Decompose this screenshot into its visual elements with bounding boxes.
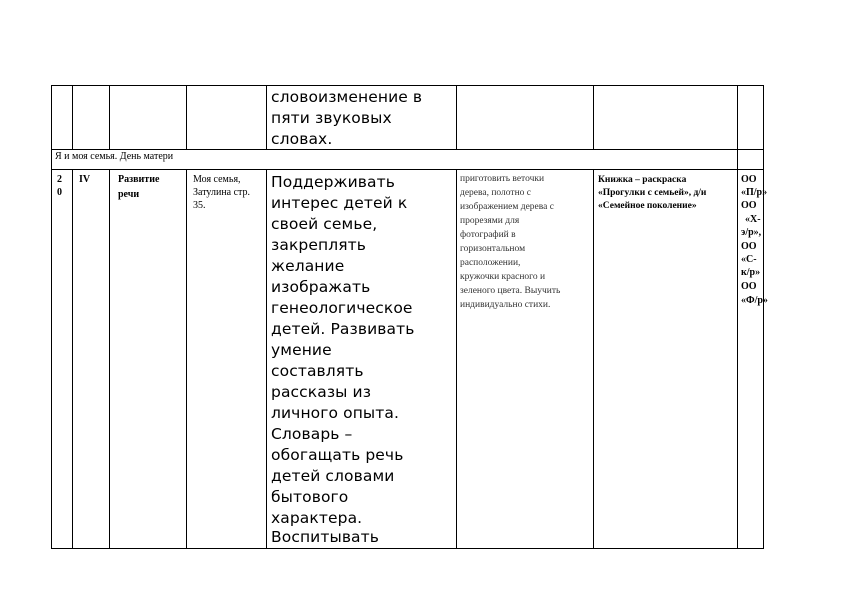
area-line: «Х-: [745, 214, 761, 225]
column-divider: [266, 169, 267, 549]
column-divider: [737, 149, 738, 169]
content-line: характера.: [271, 509, 363, 527]
topic-line: 35.: [193, 200, 206, 211]
content-line: рассказы из: [271, 383, 372, 401]
preparation-line: прорезями для: [460, 216, 520, 226]
content-line: изображать: [271, 278, 371, 296]
column-divider: [456, 169, 457, 549]
content-line: детей. Развивать: [271, 320, 415, 338]
column-divider: [72, 169, 73, 549]
content-line: умение: [271, 341, 332, 359]
preparation-line: расположении,: [460, 258, 521, 268]
content-line: закреплять: [271, 236, 367, 254]
table-border-left: [51, 85, 52, 549]
content-line: интерес детей к: [271, 194, 408, 212]
column-divider: [737, 169, 738, 549]
row-number-line: 0: [57, 187, 62, 198]
preparation-line: горизонтальном: [460, 244, 526, 254]
column-divider: [186, 169, 187, 549]
preparation-line: кружочки красного и: [460, 272, 546, 282]
preparation-line: изображением дерева с: [460, 202, 554, 212]
preparation-line: зеленого цвета. Выучить: [460, 286, 561, 296]
content-line: составлять: [271, 362, 364, 380]
top-row-content-line: пяти звуковых: [271, 109, 392, 127]
row-number-line: 2: [57, 174, 62, 185]
column-divider: [266, 85, 267, 149]
activities-line: «Семейное поколение»: [598, 201, 697, 211]
column-divider: [109, 169, 110, 549]
top-row-content-line: словоизменение в: [271, 88, 423, 106]
column-divider: [72, 85, 73, 149]
content-line: бытового: [271, 488, 349, 506]
area-line: ОО: [741, 281, 757, 292]
top-row-content-line: словах.: [271, 130, 333, 148]
content-line: личного опыта.: [271, 404, 400, 422]
column-divider: [186, 85, 187, 149]
column-divider: [109, 85, 110, 149]
activities-line: Книжка – раскраска: [598, 175, 687, 185]
preparation-line: индивидуально стихи.: [460, 300, 551, 310]
area-line: «Ф/р»: [741, 295, 768, 306]
subject-line: речи: [118, 189, 140, 200]
row-divider: [51, 149, 764, 150]
content-line: обогащать речь: [271, 446, 404, 464]
row-divider: [51, 169, 764, 170]
preparation-line: фотографий в: [460, 230, 516, 240]
column-divider: [593, 169, 594, 549]
content-line: Воспитывать: [271, 528, 380, 546]
area-line: «П/р»: [741, 187, 768, 198]
content-line: Поддерживать: [271, 173, 395, 191]
table-border-bottom: [51, 548, 764, 549]
area-line: ОО: [741, 200, 757, 211]
topic-line: Моя семья,: [193, 174, 241, 185]
activities-line: «Прогулки с семьей», д/и: [598, 188, 707, 198]
content-line: своей семье,: [271, 215, 378, 233]
content-line: детей словами: [271, 467, 395, 485]
area-line: ОО: [741, 241, 757, 252]
column-divider: [593, 85, 594, 149]
table-border-top: [51, 85, 764, 86]
content-line: Словарь –: [271, 425, 353, 443]
area-line: «С-: [741, 254, 757, 265]
area-line: ОО: [741, 174, 757, 185]
column-divider: [737, 85, 738, 149]
column-divider: [456, 85, 457, 149]
area-line: э/р»,: [741, 227, 762, 238]
preparation-line: приготовить веточки: [460, 174, 545, 184]
topic-line: Затулина стр.: [193, 187, 251, 198]
table-border-right: [763, 85, 764, 549]
preparation-line: дерева, полотно с: [460, 188, 531, 198]
area-line: к/р»: [741, 267, 761, 278]
subject-line: Развитие: [118, 174, 160, 185]
content-line: желание: [271, 257, 345, 275]
section-header: Я и моя семья. День матери: [55, 151, 174, 162]
content-line: генеологическое: [271, 299, 413, 317]
week-cell: IV: [79, 174, 91, 185]
